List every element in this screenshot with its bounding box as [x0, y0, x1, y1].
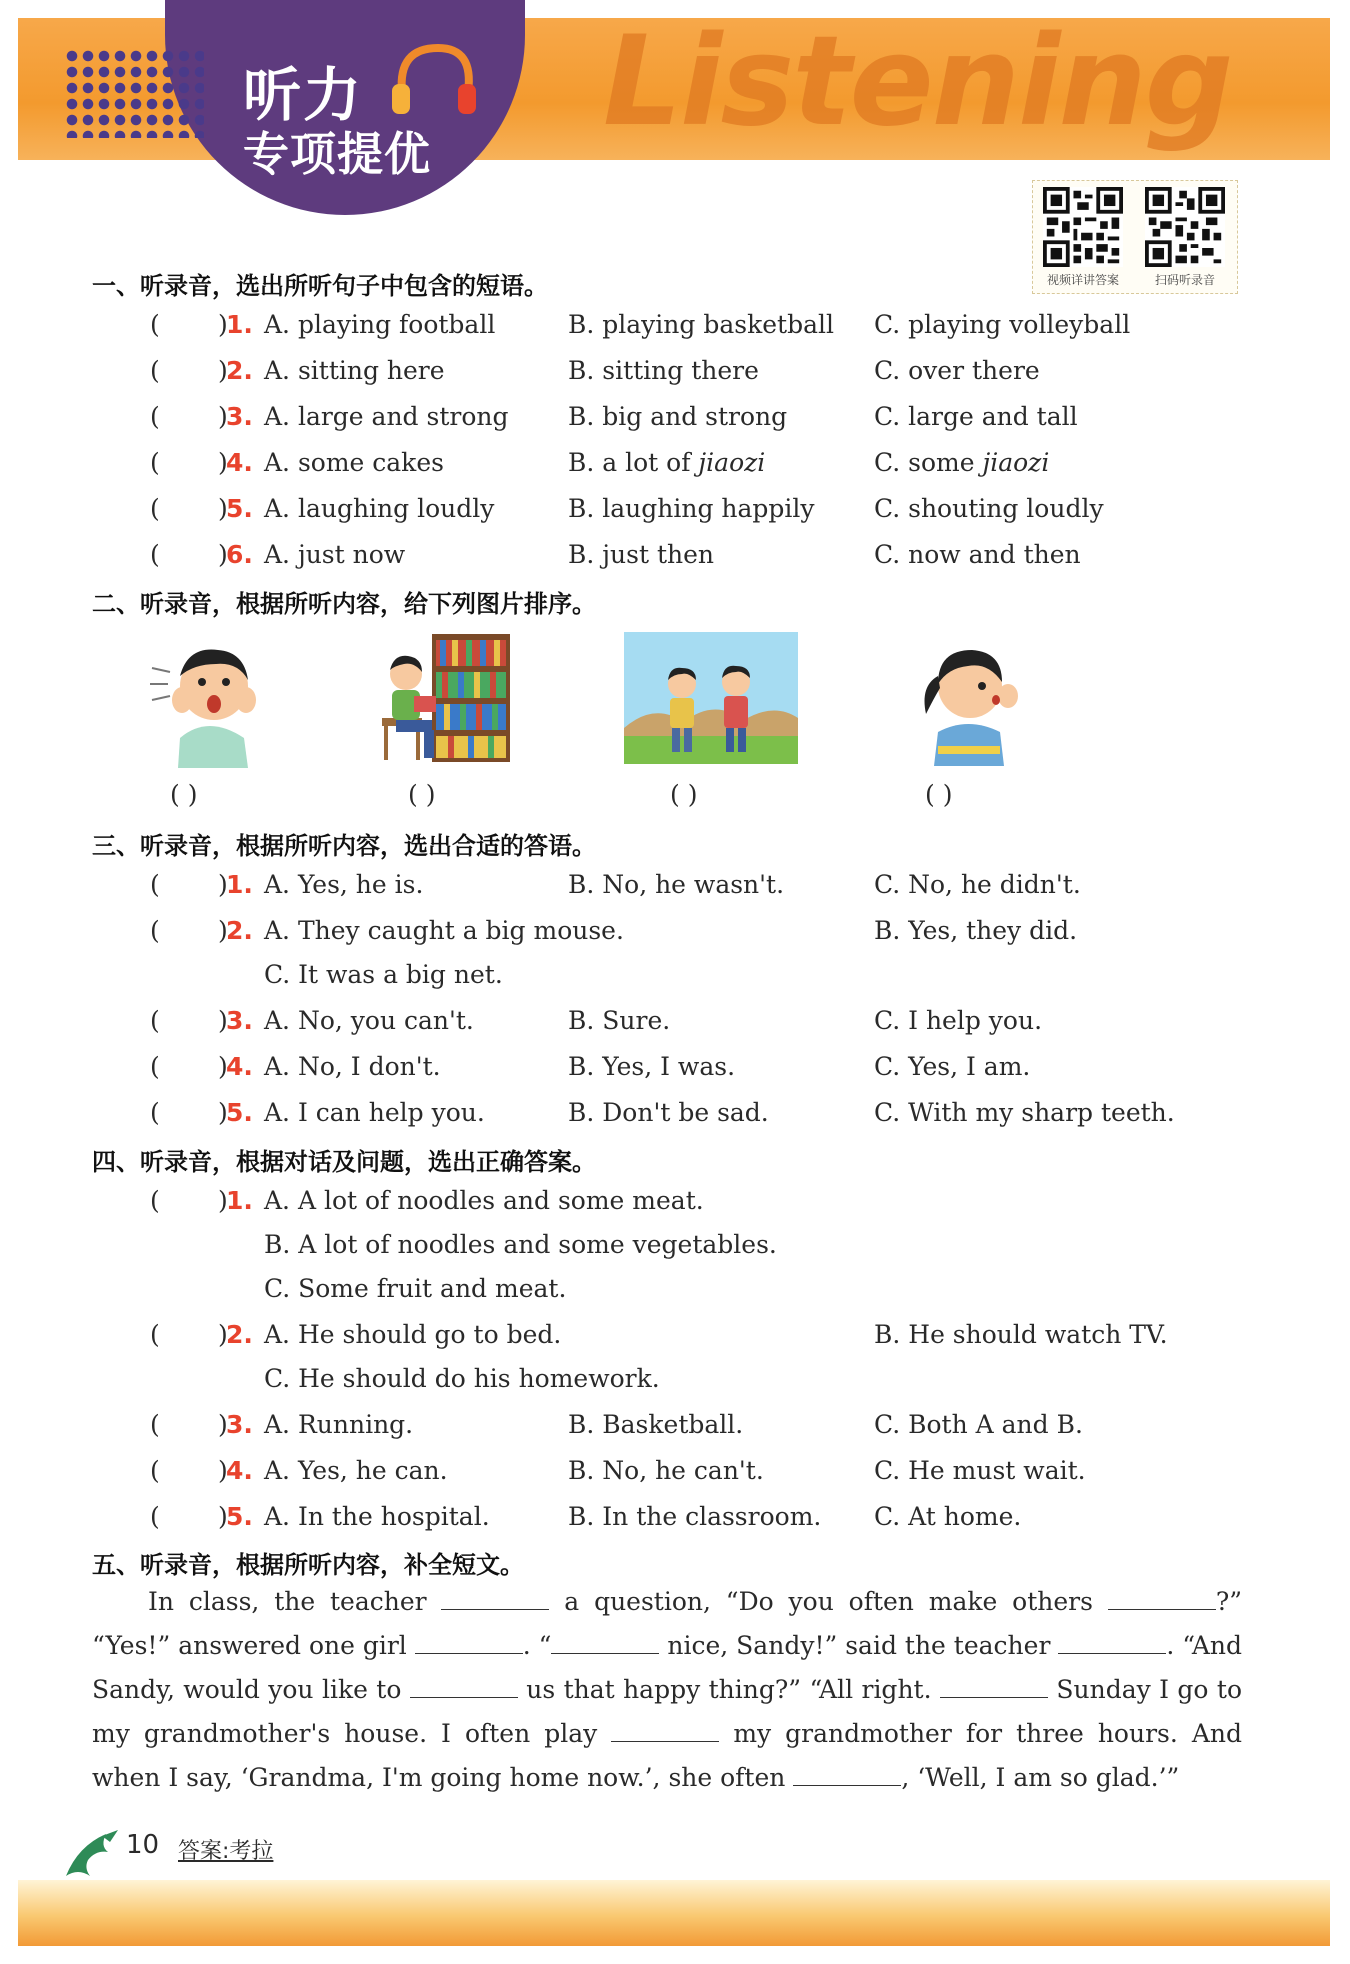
answer-bracket-close[interactable]: ): [218, 1320, 228, 1349]
section-3-heading: 三、听录音，根据所听内容，选出合适的答语。: [92, 832, 596, 860]
option-italic-word: jiaozi: [982, 448, 1050, 477]
option-c[interactable]: [874, 448, 1049, 477]
passage-text: . “: [522, 1631, 552, 1660]
answer-bracket-close[interactable]: ): [218, 1006, 228, 1035]
question-number: 3.: [226, 402, 253, 431]
option-a[interactable]: A. I can help you.: [264, 1098, 485, 1127]
option-a[interactable]: A. Yes, he can.: [264, 1456, 448, 1485]
option-c[interactable]: C. Both A and B.: [874, 1410, 1083, 1439]
answer-bracket-close[interactable]: ): [218, 870, 228, 899]
option-c[interactable]: C. shouting loudly: [874, 494, 1104, 523]
blank-2[interactable]: [1108, 1587, 1216, 1610]
answer-bracket-close[interactable]: ): [218, 494, 228, 523]
option-c[interactable]: C. Some fruit and meat.: [264, 1274, 567, 1303]
passage-text: us that happy thing?” “All right.: [517, 1675, 940, 1704]
option-a[interactable]: A. sitting here: [264, 356, 445, 385]
answer-bracket-open[interactable]: (: [150, 916, 160, 945]
option-c[interactable]: C. He must wait.: [874, 1456, 1086, 1485]
qr-code-audio-icon[interactable]: [1145, 187, 1225, 267]
answer-bracket-close[interactable]: ): [218, 1052, 228, 1081]
page-number: 10: [126, 1830, 160, 1860]
question-number: 3.: [226, 1410, 253, 1439]
option-c[interactable]: C. I help you.: [874, 1006, 1043, 1035]
option-c[interactable]: C. over there: [874, 356, 1040, 385]
option-b[interactable]: B. A lot of noodles and some vegetables.: [264, 1230, 777, 1259]
answer-bracket-close[interactable]: ): [218, 402, 228, 431]
answer-bracket-close[interactable]: ): [218, 1186, 228, 1215]
option-a[interactable]: A. No, you can't.: [264, 1006, 474, 1035]
passage-text: nice, Sandy!” said the teacher: [659, 1631, 1059, 1660]
option-a[interactable]: A. He should go to bed.: [264, 1320, 562, 1349]
qr-caption-audio: 扫码听录音: [1154, 273, 1215, 287]
question-number: 1.: [226, 310, 253, 339]
picture-3-answer-bracket[interactable]: ( ): [670, 780, 698, 809]
answer-bracket-open[interactable]: (: [150, 540, 160, 569]
option-c[interactable]: C. Yes, I am.: [874, 1052, 1031, 1081]
blank-3[interactable]: [415, 1631, 523, 1654]
option-text: C. some: [874, 448, 983, 477]
answer-bracket-open[interactable]: (: [150, 448, 160, 477]
qr-code-panel: [1032, 180, 1238, 294]
question-number: 5.: [226, 1502, 253, 1531]
option-a[interactable]: A. In the hospital.: [264, 1502, 490, 1531]
option-a[interactable]: A. some cakes: [264, 448, 444, 477]
answer-bracket-open[interactable]: (: [150, 870, 160, 899]
qr-caption-video: 视频详讲答案: [1046, 273, 1119, 287]
question-number: 2.: [226, 1320, 253, 1349]
question-number: 5.: [226, 494, 253, 523]
option-c[interactable]: C. At home.: [874, 1502, 1022, 1531]
option-a[interactable]: A. They caught a big mouse.: [264, 916, 624, 945]
answer-bracket-close[interactable]: ): [218, 1098, 228, 1127]
answer-bracket-open[interactable]: (: [150, 1098, 160, 1127]
qr-code-video-icon[interactable]: [1043, 187, 1123, 267]
question-number: 5.: [226, 1098, 253, 1127]
option-b[interactable]: B. big and strong: [568, 402, 788, 431]
option-text: B. a lot of: [568, 448, 699, 477]
option-b[interactable]: B. No, he can't.: [568, 1456, 764, 1485]
answer-bracket-close[interactable]: ): [218, 356, 228, 385]
option-a[interactable]: A. just now: [264, 540, 406, 569]
question-number: 6.: [226, 540, 253, 569]
title-line-2: 专项提优: [243, 127, 431, 181]
answer-bracket-open[interactable]: (: [150, 1006, 160, 1035]
blank-9[interactable]: [793, 1763, 901, 1786]
option-b[interactable]: B. Basketball.: [568, 1410, 744, 1439]
option-a[interactable]: A. Yes, he is.: [264, 870, 424, 899]
option-b[interactable]: B. just then: [568, 540, 714, 569]
answer-bracket-open[interactable]: (: [150, 356, 160, 385]
blank-7[interactable]: [940, 1675, 1048, 1698]
blank-6[interactable]: [410, 1675, 518, 1698]
answer-bracket-close[interactable]: ): [218, 1456, 228, 1485]
blank-8[interactable]: [611, 1719, 719, 1742]
option-b[interactable]: B. No, he wasn't.: [568, 870, 785, 899]
passage-text: . “And Sandy, would you like to: [92, 1631, 1242, 1704]
dolphin-icon: [62, 1826, 122, 1880]
answer-bracket-close[interactable]: ): [218, 1502, 228, 1531]
answer-bracket-open[interactable]: (: [150, 1186, 160, 1215]
option-a[interactable]: A. large and strong: [264, 402, 509, 431]
question-number: 2.: [226, 356, 253, 385]
passage-text: ?” “Yes!” answered one girl: [92, 1587, 1242, 1660]
passage-text: In class, the teacher: [148, 1587, 442, 1616]
girl-calling-icon: [908, 636, 1032, 766]
question-number: 4.: [226, 448, 253, 477]
question-number: 2.: [226, 916, 253, 945]
section-4-heading: 四、听录音，根据对话及问题，选出正确答案。: [92, 1148, 596, 1176]
boy-shouting-icon: [148, 628, 268, 768]
option-b[interactable]: [568, 448, 765, 477]
option-c[interactable]: C. It was a big net.: [264, 960, 503, 989]
option-a[interactable]: A. A lot of noodles and some meat.: [264, 1186, 704, 1215]
option-italic-word: jiaozi: [698, 448, 766, 477]
option-c[interactable]: C. large and tall: [874, 402, 1078, 431]
passage-text: a question, “Do you often make others: [549, 1587, 1108, 1616]
question-number: 4.: [226, 1052, 253, 1081]
answer-bracket-open[interactable]: (: [150, 1320, 160, 1349]
answer-bracket-close[interactable]: ): [218, 540, 228, 569]
blank-5[interactable]: [1058, 1631, 1166, 1654]
answer-bracket-close[interactable]: ): [218, 310, 228, 339]
section-1-heading: 一、听录音，选出所听句子中包含的短语。: [92, 272, 548, 300]
headphones-icon: [388, 40, 480, 120]
option-a[interactable]: A. laughing loudly: [264, 494, 495, 523]
picture-2-answer-bracket[interactable]: ( ): [408, 780, 436, 809]
option-c[interactable]: C. He should do his homework.: [264, 1364, 660, 1393]
answer-label: 答案:考拉: [178, 1839, 274, 1864]
option-b[interactable]: B. laughing happily: [568, 494, 815, 523]
option-b[interactable]: B. Don't be sad.: [568, 1098, 769, 1127]
option-b[interactable]: B. He should watch TV.: [874, 1320, 1168, 1349]
option-b[interactable]: B. Yes, they did.: [874, 916, 1078, 945]
option-b[interactable]: B. Yes, I was.: [568, 1052, 736, 1081]
option-b[interactable]: B. playing basketball: [568, 310, 834, 339]
option-c[interactable]: C. playing volleyball: [874, 310, 1131, 339]
option-b[interactable]: B. sitting there: [568, 356, 759, 385]
answer-bracket-close[interactable]: ): [218, 1410, 228, 1439]
blank-1[interactable]: [441, 1587, 549, 1610]
answer-bracket-open[interactable]: (: [150, 1410, 160, 1439]
passage-text: my grandmother for three hours. And when I say, ‘Grandma, I'm going home now.’, she often: [92, 1719, 1242, 1792]
question-number: 1.: [226, 1186, 253, 1215]
answer-bracket-open[interactable]: (: [150, 1502, 160, 1531]
option-c[interactable]: C. No, he didn't.: [874, 870, 1081, 899]
fill-in-passage: [92, 1580, 1242, 1800]
blank-4[interactable]: [551, 1631, 659, 1654]
question-number: 4.: [226, 1456, 253, 1485]
answer-bracket-open[interactable]: (: [150, 494, 160, 523]
option-a[interactable]: A. playing football: [264, 310, 496, 339]
option-a[interactable]: A. Running.: [264, 1410, 414, 1439]
question-number: 3.: [226, 1006, 253, 1035]
picture-4-answer-bracket[interactable]: ( ): [925, 780, 953, 809]
option-a[interactable]: A. No, I don't.: [264, 1052, 441, 1081]
answer-bracket-open[interactable]: (: [150, 402, 160, 431]
section-2-heading: 二、听录音，根据所听内容，给下列图片排序。: [92, 590, 596, 618]
answer-bracket-open[interactable]: (: [150, 1052, 160, 1081]
passage-text: , ‘Well, I am so glad.’”: [901, 1763, 1180, 1792]
question-number: 1.: [226, 870, 253, 899]
english-title: Listening: [603, 10, 1232, 154]
answer-bracket-close[interactable]: ): [218, 448, 228, 477]
option-b[interactable]: B. Sure.: [568, 1006, 671, 1035]
answer-bracket-open[interactable]: (: [150, 310, 160, 339]
option-c[interactable]: C. now and then: [874, 540, 1081, 569]
title-line-1: 听力: [243, 61, 364, 129]
option-b[interactable]: B. In the classroom.: [568, 1502, 822, 1531]
answer-bracket-open[interactable]: (: [150, 1456, 160, 1485]
dot-pattern: [64, 48, 204, 138]
boy-reading-bookshelf-icon: [378, 630, 512, 766]
picture-1-answer-bracket[interactable]: ( ): [170, 780, 198, 809]
footer-band: [18, 1880, 1330, 1946]
passage-text: Sunday I go to my grandmother's house. I often play: [92, 1675, 1242, 1748]
answer-bracket-close[interactable]: ): [218, 916, 228, 945]
two-boys-outdoors-icon: [624, 632, 798, 764]
section-5-heading: 五、听录音，根据所听内容，补全短文。: [92, 1551, 524, 1579]
option-c[interactable]: C. With my sharp teeth.: [874, 1098, 1175, 1127]
